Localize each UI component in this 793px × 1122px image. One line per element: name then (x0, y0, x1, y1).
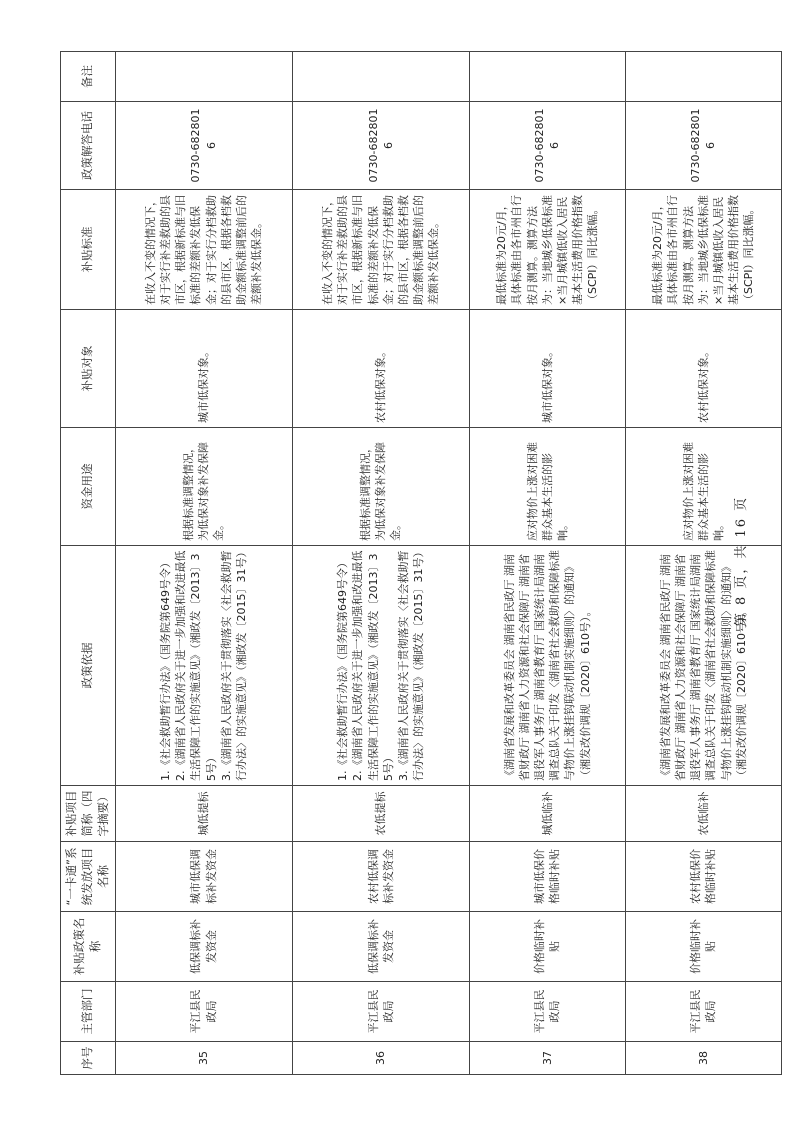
cell-standard: 最低标准为20元/月，具体标准由各市州自行按月测算。测算方法为：当地城乡低保标准×当月城镇低收入居民基本生活费用价格指数（SCPI）同比涨幅。 (469, 190, 625, 310)
cell-policy-name: 价格临时补贴 (625, 912, 781, 982)
basis-line: 《湖南省发展和改革委员会 湖南省民政厅 湖南省财政厅 湖南省人力资源和社会保障厅 湖南省退役军人事务厅 湖南省教育厅 国家统计局湖南调查总队关于印发〈湖南省社会救助和保障标准与物价上涨挂钩联动机制实施细则〉的通知》（湘发改价调规〔2020〕610号）。 (502, 550, 592, 781)
cell-policy-name: 价格临时补贴 (469, 912, 625, 982)
cell-system-name: 农村低保价格临时补贴 (625, 842, 781, 912)
header-note: 备注 (61, 52, 116, 102)
basis-line: 《湖南省发展和改革委员会 湖南省民政厅 湖南省财政厅 湖南省人力资源和社会保障厅 湖南省退役军人事务厅 湖南省教育厅 国家统计局湖南调查总队关于印发〈湖南省社会救助和保障标准与物价上涨挂钩联动机制实施细则〉的通知》（湘发改价调规〔2020〕610号）。 (658, 550, 748, 781)
cell-standard: 在收入不变的情况下，对于实行补差救助的县市区，根据新标准与旧标准的差额补发低保金；对于实行分档救助的县市区，根据各档救助金额标准调整前后的差额补发低保金。 (292, 190, 469, 310)
cell-usage: 根据标准调整情况，为低保对象补发保障金。 (292, 428, 469, 546)
header-target: 补贴对象 (61, 310, 116, 428)
header-row (61, 52, 116, 1075)
cell-abbr: 农低提标 (292, 786, 469, 842)
table-row (292, 52, 469, 1075)
cell-dept: 平江县民政局 (292, 982, 469, 1042)
cell-no: 35 (115, 1042, 292, 1075)
cell-target: 城市低保对象。 (115, 310, 292, 428)
cell-phone: 0730-6828016 (625, 102, 781, 190)
header-usage: 资金用途 (61, 428, 116, 546)
cell-system-name: 农村低保调标补发资金 (292, 842, 469, 912)
table-row (469, 52, 625, 1075)
basis-line: 1.《社会救助暂行办法》（国务院第649号令） (336, 557, 350, 781)
cell-phone: 0730-6828016 (115, 102, 292, 190)
cell-system-name: 城市低保调标补发资金 (115, 842, 292, 912)
cell-basis (469, 546, 625, 786)
basis-line: 1.《社会救助暂行办法》（国务院第649号令） (159, 557, 173, 781)
table-row (625, 52, 781, 1075)
cell-no: 37 (469, 1042, 625, 1075)
header-basis: 政策依据 (61, 546, 116, 786)
cell-target: 农村低保对象。 (292, 310, 469, 428)
cell-abbr: 城低临补 (469, 786, 625, 842)
cell-target: 农村低保对象。 (625, 310, 781, 428)
cell-target: 城市低保对象。 (469, 310, 625, 428)
header-abbr: 补贴项目简称（四字摘要） (61, 786, 116, 842)
cell-note (115, 52, 292, 102)
cell-note (469, 52, 625, 102)
cell-abbr: 城低提标 (115, 786, 292, 842)
header-phone: 政策解答电话 (61, 102, 116, 190)
header-standard: 补贴标准 (61, 190, 116, 310)
cell-note (625, 52, 781, 102)
cell-standard: 最低标准为20元/月，具体标准由各市州自行按月测算。测算方法为：当地城乡低保标准×当月城镇低收入居民基本生活费用价格指数（SCPI）同比涨幅。 (625, 190, 781, 310)
cell-usage: 根据标准调整情况，为低保对象补发保障金。 (115, 428, 292, 546)
table-row (115, 52, 292, 1075)
cell-note (292, 52, 469, 102)
basis-line: 2.《湖南省人民政府关于进一步加强和改进最低生活保障工作的实施意见》（湘政发〔2013〕35号） (174, 550, 218, 781)
cell-dept: 平江县民政局 (115, 982, 292, 1042)
header-system-name: “一卡通”系统发放项目名称 (61, 842, 116, 912)
basis-line: 2.《湖南省人民政府关于进一步加强和改进最低生活保障工作的实施意见》（湘政发〔2013〕35号） (351, 550, 395, 781)
subsidy-table (60, 51, 782, 1075)
cell-no: 38 (625, 1042, 781, 1075)
header-dept: 主管部门 (61, 982, 116, 1042)
cell-usage: 应对物价上涨对困难群众基本生活的影响。 (625, 428, 781, 546)
basis-line: 3.《湖南省人民政府关于贯彻落实〈社会救助暂行办法〉的实施意见》（湘政发〔2015〕31号） (396, 546, 426, 781)
cell-dept: 平江县民政局 (625, 982, 781, 1042)
cell-standard: 在收入不变的情况下，对于实行补差救助的县市区，根据新标准与旧标准的差额补发低保金；对于实行分档救助的县市区，根据各档救助金额标准调整前后的差额补发低保金。 (115, 190, 292, 310)
basis-line: 3.《湖南省人民政府关于贯彻落实〈社会救助暂行办法〉的实施意见》（湘政发〔2015〕31号） (219, 546, 248, 781)
cell-basis (292, 546, 469, 786)
cell-phone: 0730-6828016 (469, 102, 625, 190)
cell-abbr: 农低临补 (625, 786, 781, 842)
page-footer: 第 8 页，共 16 页 (734, 495, 749, 627)
header-policy-name: 补贴政策名称 (61, 912, 116, 982)
cell-no: 36 (292, 1042, 469, 1075)
cell-basis (625, 546, 781, 786)
cell-usage: 应对物价上涨对困难群众基本生活的影响。 (469, 428, 625, 546)
cell-policy-name: 低保调标补发资金 (292, 912, 469, 982)
cell-policy-name: 低保调标补发资金 (115, 912, 292, 982)
cell-dept: 平江县民政局 (469, 982, 625, 1042)
cell-basis (115, 546, 292, 786)
cell-system-name: 城市低保价格临时补贴 (469, 842, 625, 912)
cell-phone: 0730-6828016 (292, 102, 469, 190)
header-no: 序号 (61, 1042, 116, 1075)
